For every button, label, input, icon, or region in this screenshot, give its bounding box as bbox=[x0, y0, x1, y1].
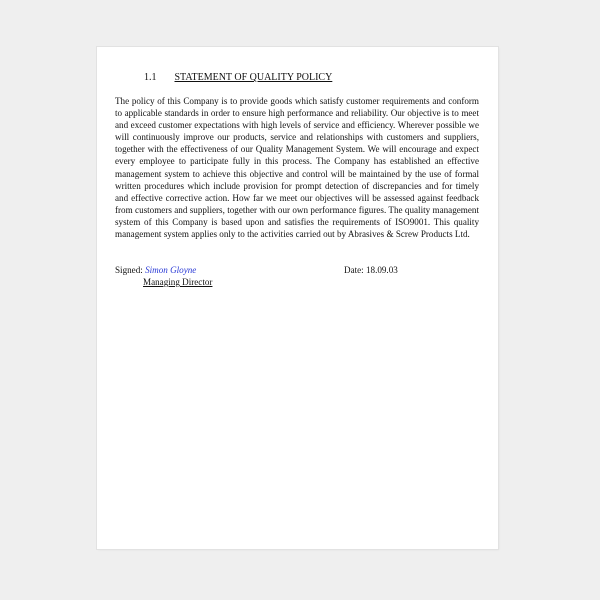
signed-label: Signed: bbox=[115, 265, 146, 275]
section-number: 1.1 bbox=[144, 72, 157, 83]
date-label: Date: bbox=[344, 265, 366, 275]
date-value: 18.09.03 bbox=[365, 265, 398, 275]
policy-paragraph: The policy of this Company is to provide goods which satisfy customer requirements and conform to applicable standards in order to ensure high performance and reliability. Our objective is to meet and exceed customer expectations with high levels of service and efficiency. Wherever possible we will continuously improve our products, service and relationships with customers and suppliers, together with the effectiveness of our Quality Management System. We will encourage and expect every employee to participate fully in this process. The Company has established an effective management system to achieve this objective and control will be maintained by the use of formal written procedures which include provision for prompt detection of discrepancies and for timely and effective corrective action. How far we meet our objectives will be assessed against feedback from customers and suppliers, together with our own performance figures. The quality management system of this Company is based upon and satisfies the requirements of ISO9001. This quality management system applies only to the activities carried out by Abrasives & Screw Products Ltd. bbox=[115, 96, 479, 240]
document-page bbox=[97, 47, 498, 549]
section-heading bbox=[144, 72, 332, 83]
date-line bbox=[344, 265, 398, 275]
signature: Simon Gloyne bbox=[145, 265, 197, 275]
signatory-role: Managing Director bbox=[143, 277, 213, 287]
signed-line bbox=[115, 265, 196, 275]
section-title: STATEMENT OF QUALITY POLICY bbox=[174, 72, 333, 83]
